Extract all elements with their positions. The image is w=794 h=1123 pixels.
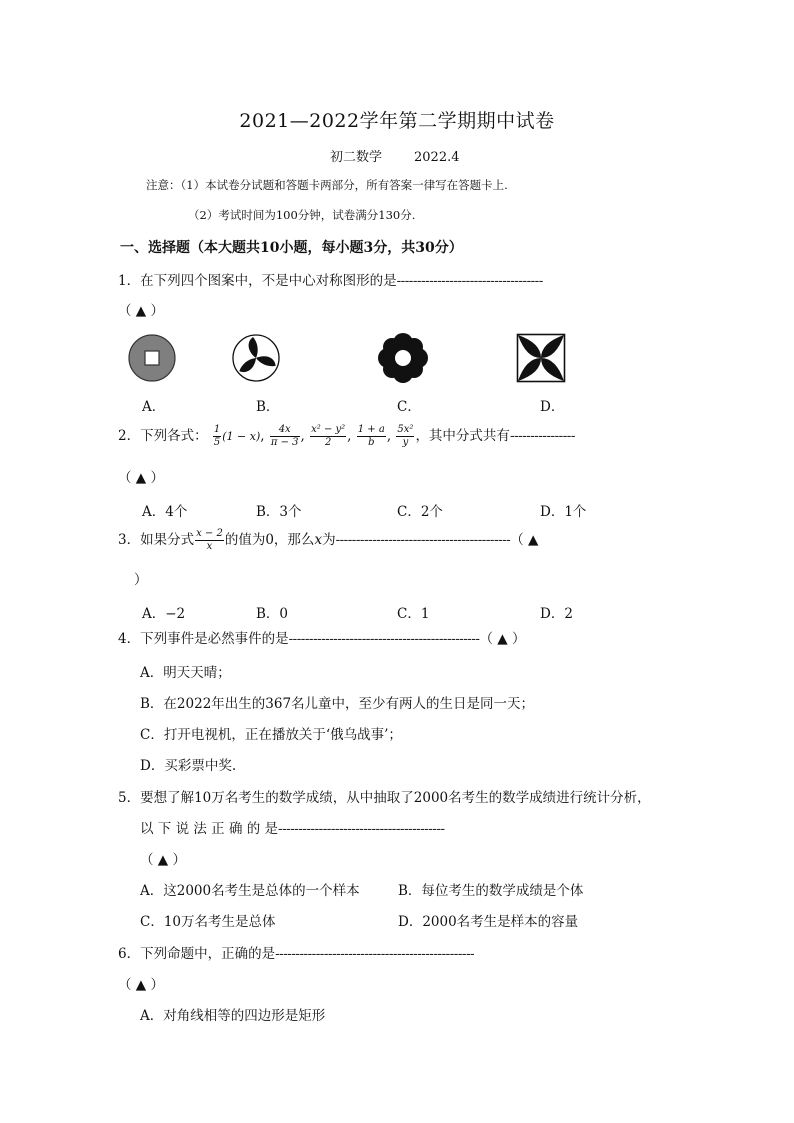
question-4-option-b: B．在2022年出生的367名儿童中，至少有两人的生日是同一天； [140, 696, 535, 712]
question-3-option-b: B．0 [256, 606, 289, 622]
question-5-answer-mark: （ ▲ ） [140, 852, 186, 868]
question-3-option-d: D．2 [540, 606, 573, 622]
question-3-mark-close: ） [134, 572, 148, 588]
question-5-option-a: A．这2000名考生是总体的一个样本 [140, 883, 360, 899]
flower-icon [377, 333, 429, 383]
question-2-stem: 2．下列各式： $\frac{1}{5}$ (1 − x), $\frac{4x}{\pi - 3}$ , $\frac{\text{x² − y²}}{2}$ , $\frac{1 + a}{b}$ , $\frac{\text{5x²}}{y}$ ，其中分式共有---------------- [118, 424, 575, 448]
question-1-option-b: B． [256, 399, 280, 415]
three-blade-icon [231, 333, 281, 383]
question-2-option-b: B．3个 [256, 504, 302, 520]
exam-date: 2022.4 [414, 150, 460, 165]
question-4-stem: 4．下列事件是必然事件的是-----------------------------------------------（ ▲ ） [118, 631, 526, 647]
coin-icon [127, 333, 177, 383]
subject-label: 初二数学 [330, 150, 383, 165]
question-1-answer-mark: （ ▲ ） [118, 303, 164, 319]
question-6-option-a: A．对角线相等的四边形是矩形 [140, 1008, 326, 1024]
question-1-option-c: C． [397, 399, 421, 415]
question-3-option-c: C．1 [397, 606, 430, 622]
question-2-option-c: C．2个 [397, 504, 443, 520]
question-6-answer-mark: （ ▲ ） [118, 977, 164, 993]
expression-1: $\frac{1}{5}$ [213, 424, 221, 448]
question-5-option-c: C．10万名考生是总体 [140, 914, 276, 930]
expression-5: $\frac{\text{5x²}}{y}$ [397, 424, 414, 448]
question-4-option-a: A．明天天晴； [140, 665, 231, 681]
question-5-option-d: D．2000名考生是样本的容量 [398, 914, 579, 930]
note-line-2: （2）考试时间为100分钟，试卷满分130分. [188, 208, 416, 222]
note-line-1: 注意：（1）本试卷分试题和答题卡两部分，所有答案一律写在答题卡上. [146, 178, 508, 192]
expression-2: $\frac{4x}{\pi - 3}$ [270, 424, 299, 448]
question-2-option-d: D．1个 [540, 504, 587, 520]
expression-3: $\frac{\text{x² − y²}}{2}$ [311, 424, 346, 448]
question-6-stem: 6．下列命题中，正确的是------------------------------------------------- [118, 946, 475, 962]
question-4-option-d: D．买彩票中奖. [140, 758, 237, 774]
question-1-stem: 1．在下列四个图案中，不是中心对称图形的是------------------------------------ [118, 273, 543, 289]
question-5-option-b: B．每位考生的数学成绩是个体 [398, 883, 584, 899]
section-title: 一、选择题（本大题共10小题，每小题3分，共30分） [120, 240, 463, 256]
question-2-answer-mark: （ ▲ ） [118, 470, 164, 486]
exam-subtitle [330, 146, 460, 165]
question-3-stem: 3．如果分式 $\frac{x - 2}{x}$ 的值为0，那么x为-------------------------------------------（ ▲ [118, 528, 539, 552]
question-1-option-a: A． [142, 399, 166, 415]
bowtie-square-icon [516, 333, 566, 383]
question-2-option-a: A．4个 [142, 504, 188, 520]
question-5-stem-line-2: 以 下 说 法 正 确 的 是----------------------------------------- [140, 821, 445, 837]
fraction-x-minus-2-over-x: $\frac{x - 2}{x}$ [196, 528, 223, 552]
question-4-option-c: C．打开电视机，正在播放关于‘俄乌战事’； [140, 727, 402, 743]
question-3-option-a: A．−2 [142, 606, 186, 622]
question-5-stem: 5．要想了解10万名考生的数学成绩，从中抽取了2000名考生的数学成绩进行统计分析， [118, 790, 651, 806]
exam-title: 2021—2022学年第二学期期中试卷 [239, 110, 555, 132]
question-1-option-d: D． [540, 399, 565, 415]
expression-4: $\frac{1 + a}{b}$ [357, 424, 385, 448]
